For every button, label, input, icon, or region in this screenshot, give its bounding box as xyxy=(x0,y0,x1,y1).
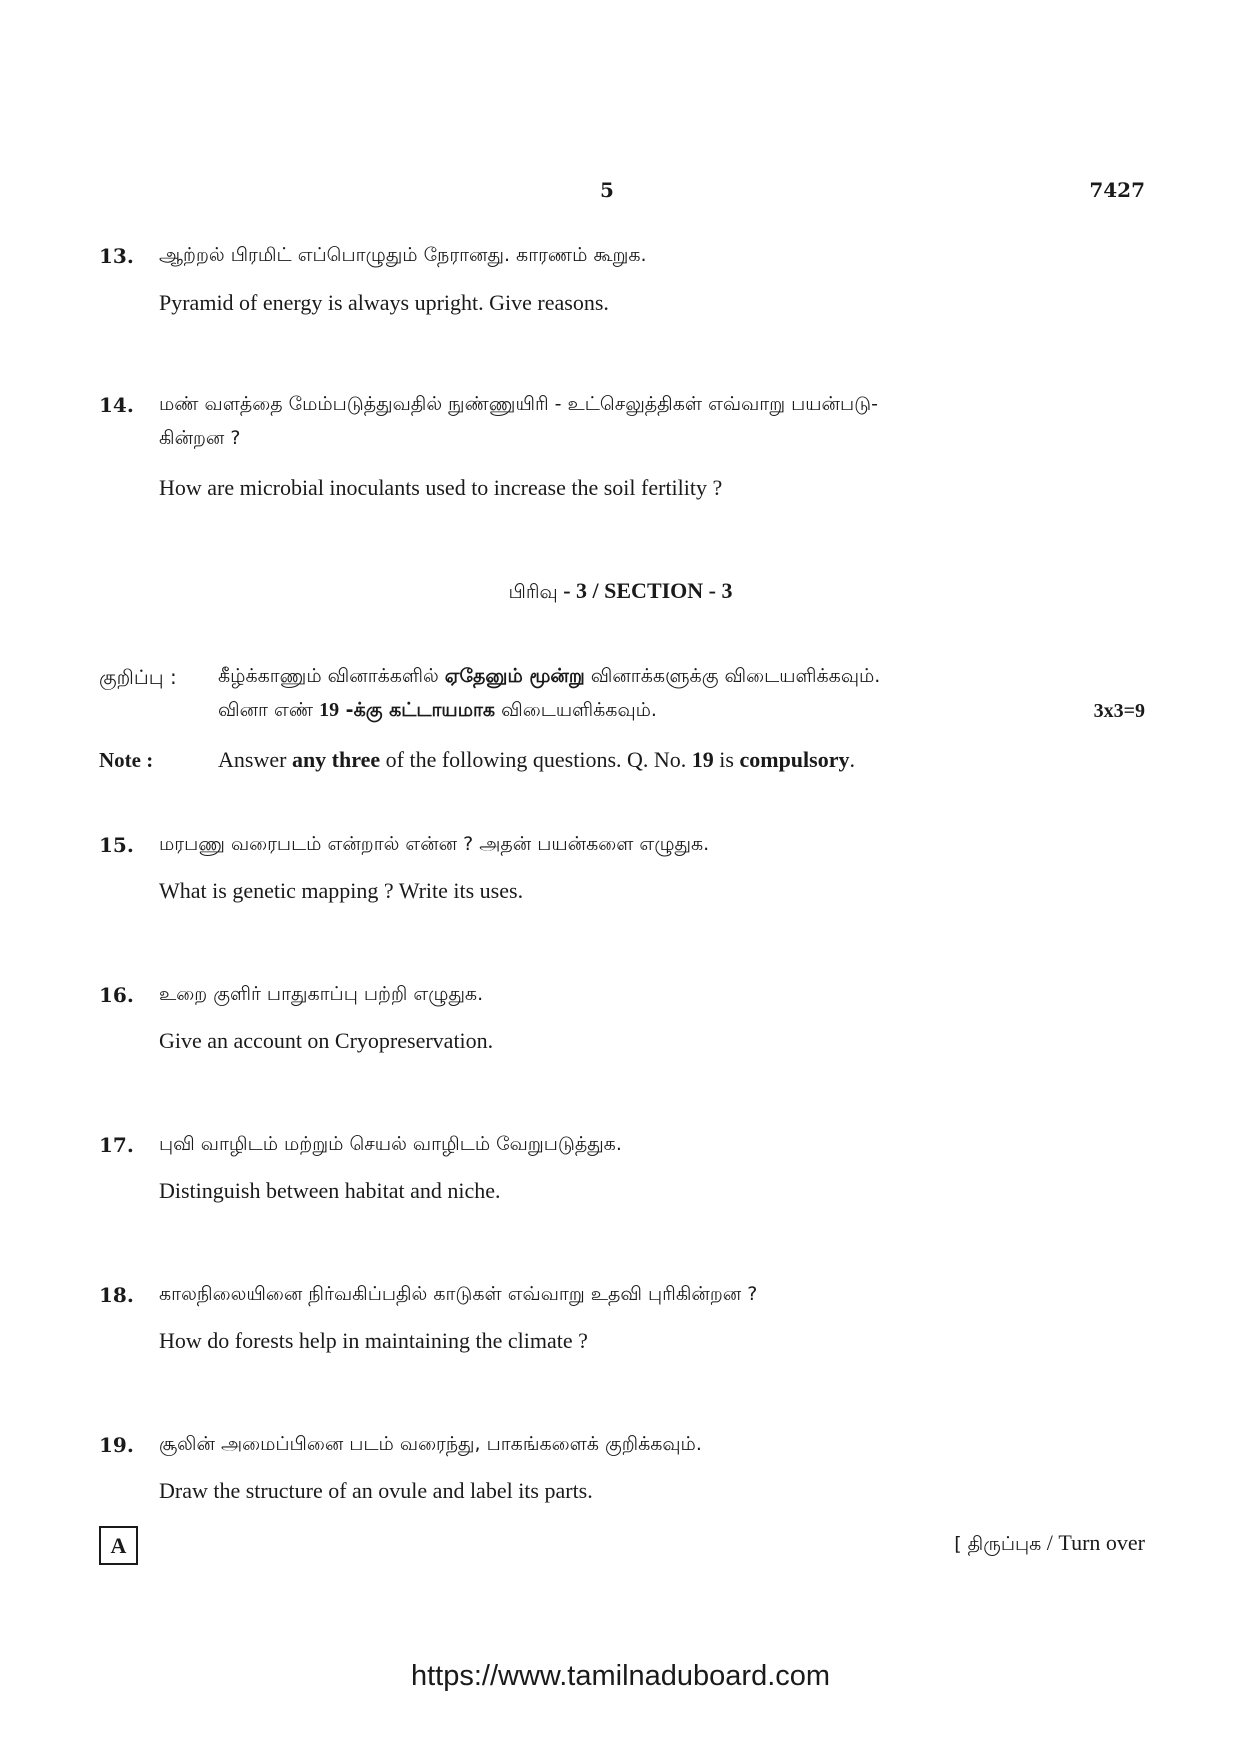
question-number: 14. xyxy=(99,393,134,417)
note-text: Answer xyxy=(218,747,292,772)
note-text: . xyxy=(849,747,855,772)
question-number: 17. xyxy=(99,1133,134,1157)
question-tamil: ஆற்றல் பிரமிட் எப்பொழுதும் நேரானது. காரணம் கூறுக. xyxy=(159,244,647,266)
paper-code: 7427 xyxy=(1089,178,1145,202)
turn-over-english: / Turn over xyxy=(1041,1530,1145,1555)
question-english: Give an account on Cryopreservation. xyxy=(159,1028,494,1053)
version-box: A xyxy=(99,1526,138,1565)
question-english: Draw the structure of an ovule and label its parts. xyxy=(159,1478,593,1503)
tamil-note-line1 xyxy=(218,665,880,690)
question-number: 16. xyxy=(99,983,134,1007)
question-number: 19. xyxy=(99,1433,134,1457)
question-english: Pyramid of energy is always upright. Give reasons. xyxy=(159,290,609,315)
question-tamil: மரபணு வரைபடம் என்றால் என்ன ? அதன் பயன்களை எழுதுக. xyxy=(159,833,710,855)
question-english: How are microbial inoculants used to increase the soil fertility ? xyxy=(159,475,723,500)
english-note-text xyxy=(218,747,855,773)
question-tamil: உறை குளிர் பாதுகாப்பு பற்றி எழுதுக. xyxy=(159,983,484,1005)
note-bold: ஏதேனும் மூன்று xyxy=(444,665,585,687)
english-note-label: Note : xyxy=(99,748,154,772)
note-bold: -க்கு கட்டாயமாக xyxy=(339,699,496,721)
tamil-note-label: குறிப்பு : xyxy=(99,665,177,689)
turn-over-tamil: [ திருப்புக xyxy=(954,1533,1042,1555)
question-number: 15. xyxy=(99,833,134,857)
note-bold: 19 xyxy=(691,747,714,772)
note-bold: any three xyxy=(291,747,381,772)
section-english: - 3 / SECTION - 3 xyxy=(557,578,733,603)
question-tamil: சூலின் அமைப்பினை படம் வரைந்து, பாகங்களைக் குறிக்கவும். xyxy=(159,1433,702,1455)
section-tamil: பிரிவு xyxy=(508,581,558,603)
note-question-number: 19 xyxy=(319,699,340,721)
note-text: கீழ்க்காணும் வினாக்களில் xyxy=(218,665,445,687)
note-text: வினா எண் xyxy=(218,699,320,721)
question-tamil-line2: கின்றன ? xyxy=(159,427,241,449)
turn-over-note xyxy=(954,1530,1145,1558)
website-url: https://www.tamilnaduboard.com xyxy=(410,1660,831,1692)
question-tamil: புவி வாழிடம் மற்றும் செயல் வாழிடம் வேறுபடுத்துக. xyxy=(159,1133,622,1155)
section-heading xyxy=(0,578,1241,606)
note-text: of the following questions. Q. No. xyxy=(380,747,692,772)
question-number: 13. xyxy=(99,244,134,268)
question-english: Distinguish between habitat and niche. xyxy=(159,1178,501,1203)
marks-allocation: 3x3=9 xyxy=(1093,700,1145,722)
note-text: is xyxy=(713,747,740,772)
question-english: How do forests help in maintaining the climate ? xyxy=(159,1328,588,1353)
question-english: What is genetic mapping ? Write its uses. xyxy=(159,878,524,903)
page-number: 5 xyxy=(600,178,614,202)
note-text: வினாக்களுக்கு விடையளிக்கவும். xyxy=(584,665,881,687)
question-number: 18. xyxy=(99,1283,134,1307)
question-tamil-line1: மண் வளத்தை மேம்படுத்துவதில் நுண்ணுயிரி - உட்செலுத்திகள் எவ்வாறு பயன்படு- xyxy=(159,393,878,415)
note-text: விடையளிக்கவும். xyxy=(495,699,657,721)
note-bold: compulsory xyxy=(739,747,850,772)
tamil-note-line2 xyxy=(218,699,657,724)
question-tamil: காலநிலையினை நிர்வகிப்பதில் காடுகள் எவ்வாறு உதவி புரிகின்றன ? xyxy=(159,1283,758,1305)
